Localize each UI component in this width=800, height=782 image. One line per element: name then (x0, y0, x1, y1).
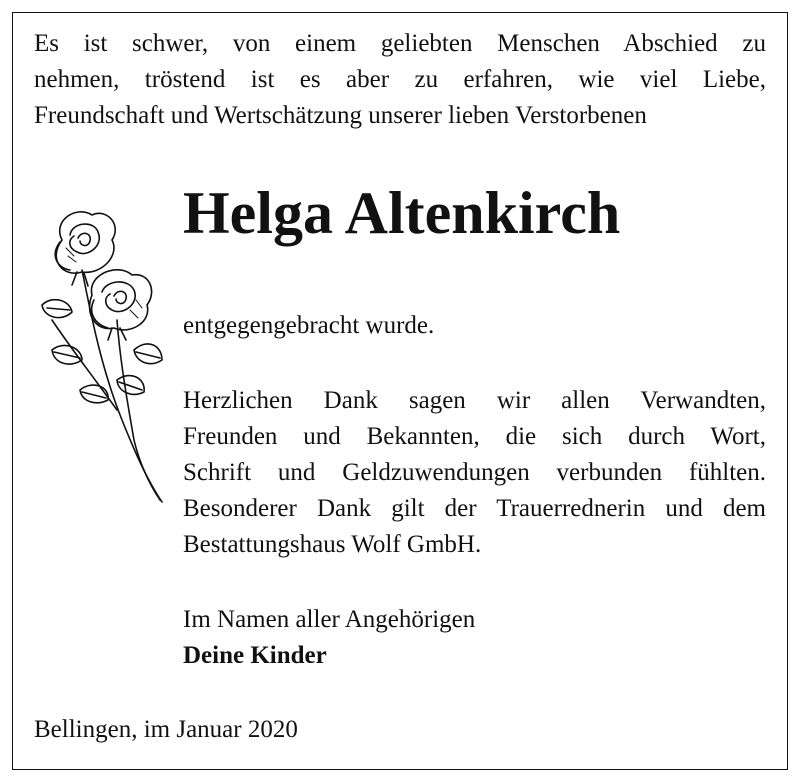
intro-paragraph (34, 26, 766, 134)
thanks-line: Herzlichen Dank sagen wir allen Verwandten, (183, 387, 766, 414)
continuation-text (183, 308, 766, 344)
thanks-paragraph (183, 383, 766, 563)
continuation-line: entgegengebracht wurde. (183, 312, 435, 339)
intro-line: Freundschaft und Wertschätzung unserer lieben Verstorbenen (34, 102, 647, 129)
intro-line: Es ist schwer, von einem geliebten Menschen Abschied zu (34, 30, 766, 57)
thanks-line: Freunden und Bekannten, die sich durch Wort, (183, 423, 766, 450)
on-behalf-text: Im Namen aller Angehörigen (183, 606, 476, 633)
thanks-line: Schrift und Geldzuwendungen verbunden fühlten. (183, 459, 766, 486)
place-date: Bellingen, im Januar 2020 (34, 716, 298, 743)
deceased-name: Helga Altenkirch (183, 180, 621, 246)
signature-block (183, 602, 766, 674)
thanks-line: Bestattungshaus Wolf GmbH. (183, 531, 482, 558)
signers-text: Deine Kinder (183, 642, 327, 669)
thanks-line: Besonderer Dank gilt der Trauerrednerin und dem (183, 495, 766, 522)
intro-line: nehmen, tröstend ist es aber zu erfahren, wie viel Liebe, (34, 66, 766, 93)
roses-illustration-icon (22, 200, 172, 510)
